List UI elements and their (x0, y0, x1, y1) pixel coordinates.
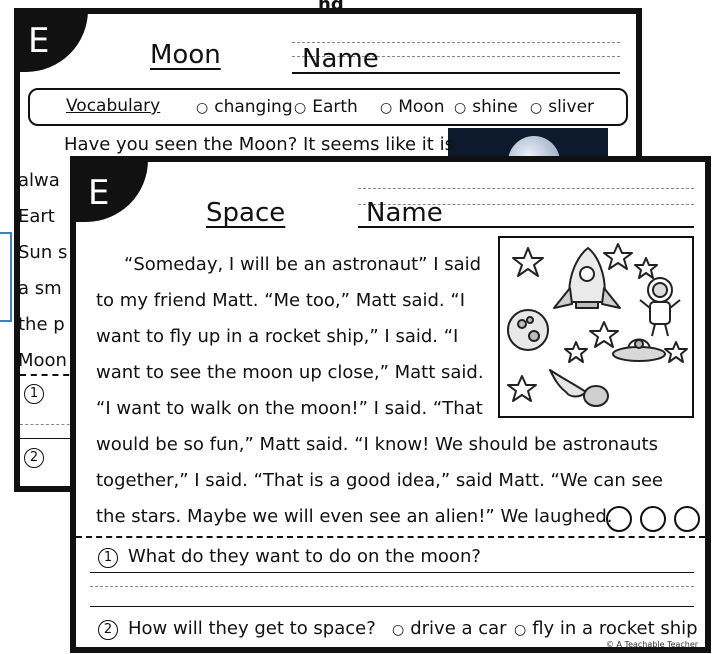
answer-option[interactable]: ○ drive a car (392, 618, 507, 639)
question-2 (98, 618, 376, 640)
passage-line: Eart (18, 206, 55, 227)
planet-icon (508, 310, 548, 350)
passage-line: together,” I said. “That is a good idea,” said Matt. “We can see (96, 470, 663, 491)
vocab-word: ○ shine (454, 97, 518, 117)
check-circle-icon[interactable] (640, 506, 666, 532)
side-tab (0, 232, 12, 322)
ufo-icon (613, 340, 665, 362)
passage-line: “I want to walk on the moon!” I said. “That (96, 398, 483, 419)
name-label: Name (366, 198, 443, 228)
copyright-text: © A Teachable Teacher (606, 640, 699, 649)
check-circle-icon[interactable] (606, 506, 632, 532)
passage-line: would be so fun,” Matt said. “I know! We should be astronauts (96, 434, 658, 455)
vocabulary-label: Vocabulary (66, 96, 161, 116)
star-icon (665, 342, 687, 362)
passage-line: want to fly up in a rocket ship,” I said. “I (96, 326, 459, 347)
passage-line: alwa (18, 170, 60, 191)
check-circle-icon[interactable] (674, 506, 700, 532)
star-icon (590, 322, 618, 347)
astronaut-icon (640, 278, 680, 336)
level-badge: E (70, 156, 148, 222)
passage-line: Sun s (18, 242, 68, 263)
vocab-word: ○ changing (196, 97, 293, 117)
passage-line: Have you seen the Moon? It seems like it is (64, 134, 454, 155)
answer-line[interactable] (90, 606, 694, 607)
question-number: 1 (24, 382, 54, 404)
vocab-word: ○ sliver (530, 97, 594, 117)
passage-line: “Someday, I will be an astronaut” I said (124, 254, 482, 275)
passage-line: to my friend Matt. “Me too,” Matt said. “I (96, 290, 465, 311)
question-number: 2 (24, 446, 54, 468)
passage-line: the p (18, 314, 65, 335)
worksheet-title: Moon (150, 40, 221, 70)
passage-line: want to see the moon up close,” Matt said. (96, 362, 484, 383)
star-icon (635, 258, 657, 278)
passage-line: the stars. Maybe we will even see an alien!” We laughed. (96, 506, 613, 527)
space-clipart-icon (500, 238, 692, 416)
front-worksheet (70, 156, 711, 653)
space-illustration (498, 236, 694, 418)
answer-line[interactable] (90, 572, 694, 573)
star-icon (508, 376, 536, 401)
vocabulary-box (28, 88, 628, 126)
question-number: 1 (98, 548, 118, 568)
question-1 (98, 546, 481, 568)
passage-line: a sm (18, 278, 62, 299)
question-text: What do they want to do on the moon? (128, 546, 481, 567)
worksheet-title: Space (206, 198, 286, 228)
name-label: Name (302, 44, 379, 74)
answer-option[interactable]: ○ fly in a rocket ship (514, 618, 698, 639)
passage-line: Moon (18, 350, 67, 371)
question-text: How will they get to space? (128, 618, 376, 639)
level-badge: E (14, 8, 88, 72)
star-icon (513, 248, 543, 276)
vocab-word: ○ Moon (380, 97, 444, 117)
comet-icon (550, 370, 608, 406)
star-icon (565, 342, 587, 362)
question-number: 2 (98, 620, 118, 640)
star-icon (604, 244, 632, 269)
vocab-word: ○ Earth (294, 97, 358, 117)
reading-check-circles[interactable] (606, 506, 700, 536)
